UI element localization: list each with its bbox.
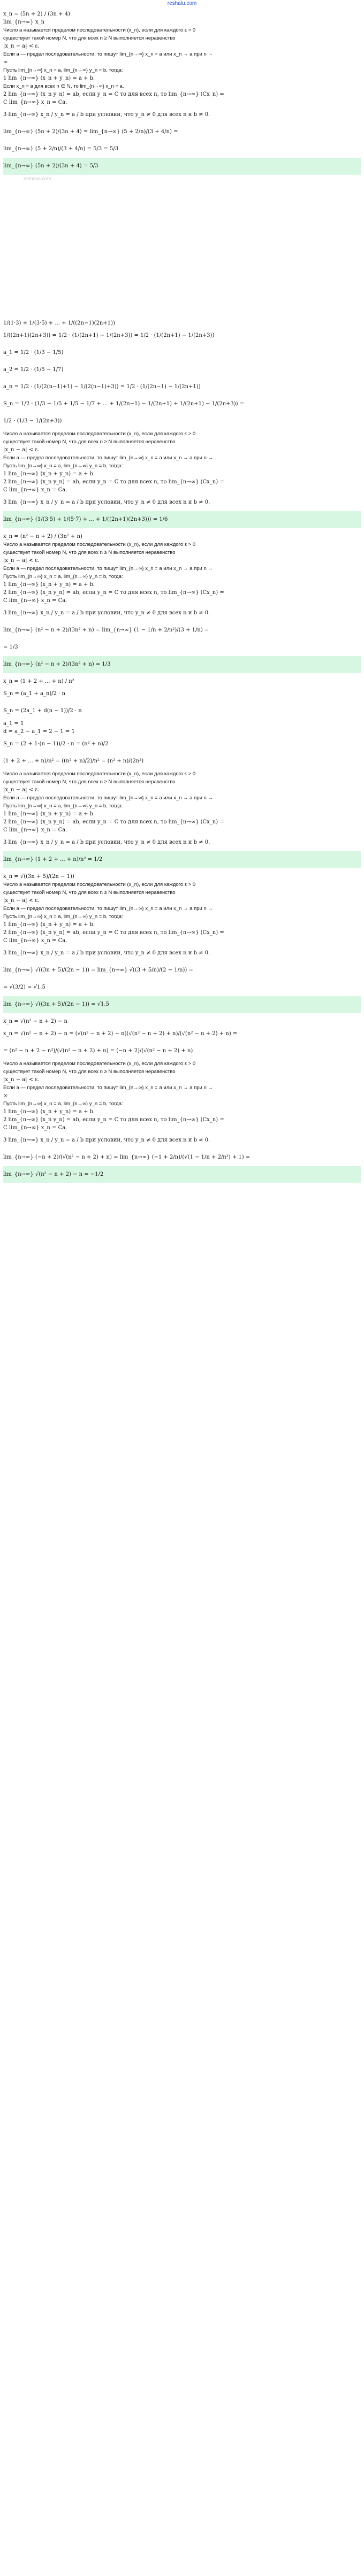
prop-2: 2 lim_{n→∞} (x_n y_n) = ab, если y_n = C то для всех n, то lim_{n→∞} (Cx_n) =: [3, 819, 224, 825]
problem-6: [3, 1015, 361, 1185]
prop-2: 2 lim_{n→∞} (x_n y_n) = ab, если y_n = C то для всех n, то lim_{n→∞} (Cx_n) =: [3, 1117, 224, 1123]
limit-definition-line-1: Число a называется пределом последовательности (x_n), если для каждого ε > 0: [3, 27, 196, 33]
answer-line: lim_{n→∞} (1/(3·5) + 1/(5·7) + ... + 1/((2n+1)(2n+3))) = 1/6: [3, 511, 361, 528]
work-line: a_2 = 1/2 · (1/5 − 1/7): [3, 367, 64, 373]
limit-definition-line-3: |x_n − a| < ε.: [3, 447, 40, 453]
problem-given: x_n = (5n + 2) / (3n + 4): [3, 11, 70, 17]
prop-2: 2 lim_{n→∞} (x_n y_n) = ab, если y_n = C то для всех n, то lim_{n→∞} (Cx_n) =: [3, 91, 224, 97]
limit-definition-line-3: |x_n − a| < ε.: [3, 1077, 40, 1083]
limit-definition-line-1: Число a называется пределом последовательности (x_n), если для каждого ε > 0: [3, 542, 196, 547]
limit-notation-line: Если a — предел последовательности, то пишут lim_{n→∞} x_n = a или x_n → a при n →: [3, 906, 213, 912]
solutions-document: [0, 8, 364, 1185]
limit-definition-line-3: |x_n − a| < ε.: [3, 898, 40, 904]
props-intro: Пусть lim_{n→∞} x_n = a, lim_{n→∞} y_n = b, тогда:: [3, 803, 123, 809]
work-line: a_n = 1/2 · (1/(2(n−1)+1) − 1/(2(n−1)+3)) = 1/2 · (1/(2n−1) − 1/(2n+1)): [3, 384, 201, 390]
prop-1: 1 lim_{n→∞} (x_n + y_n) = a + b.: [3, 922, 95, 928]
limit-notation-line: Если a — предел последовательности, то пишут lim_{n→∞} x_n = a или x_n → a при n →: [3, 566, 213, 572]
prop-2: 2 lim_{n→∞} (x_n y_n) = ab, если y_n = C то для всех n, то lim_{n→∞} (Cx_n) =: [3, 479, 224, 485]
limit-definition-line-1: Число a называется пределом последовательности (x_n), если для каждого ε > 0: [3, 771, 196, 777]
work-line: S_n = (2a_1 + d(n − 1))/2 · n: [3, 708, 82, 714]
problem-find: lim_{n→∞} x_n: [3, 19, 45, 25]
const-note: Если x_n = a для всех n ∈ ℕ, то lim_{n→∞} x_n = a.: [3, 83, 124, 89]
problem-4: [3, 675, 361, 870]
work-line: a_1 = 1: [3, 721, 24, 727]
work-line: 1/2 · (1/3 − 1/(2n+3)): [3, 418, 62, 424]
problem-5: [3, 870, 361, 1015]
limit-definition-line-2: существует такой номер N, что для всех n ≥ N выполняется неравенство: [3, 890, 176, 896]
prop-3: 3 lim_{n→∞} x_n / y_n = a / b при условии, что y_n ≠ 0 для всех n и b ≠ 0.: [3, 499, 210, 505]
work-line: = 1/3: [3, 644, 18, 650]
problem-1: [3, 8, 361, 317]
work-line: S_n = (a_1 + a_n)/2 · n: [3, 691, 66, 697]
prop-1: 1 lim_{n→∞} (x_n + y_n) = a + b.: [3, 811, 95, 817]
prop-1: 1 lim_{n→∞} (x_n + y_n) = a + b.: [3, 1109, 95, 1115]
work-line: = (n² − n + 2 − n²)/(√(n² − n + 2) + n) = (−n + 2)/(√(n² − n + 2) + n): [3, 1048, 193, 1054]
limit-definition-line-1: Число a называется пределом последовательности (x_n), если для каждого ε > 0: [3, 882, 196, 888]
limit-notation-line: Если a — предел последовательности, то пишут lim_{n→∞} x_n = a или x_n → a при n →: [3, 455, 213, 461]
answer-line: lim_{n→∞} (1 + 2 + ... + n)/n² = 1/2: [3, 851, 361, 868]
limit-definition-line-3: |x_n − a| < ε.: [3, 787, 40, 793]
prop-2b: C lim_{n→∞} x_n = Ca.: [3, 1125, 67, 1131]
limit-definition-line-2: существует такой номер N, что для всех n ≥ N выполняется неравенство: [3, 439, 176, 445]
site-name[interactable]: reshalu.com: [167, 1, 197, 6]
work-line: a_1 = 1/2 · (1/3 − 1/5): [3, 350, 64, 356]
problem-given: 1/(1·3) + 1/(3·5) + ... + 1/((2n−1)(2n+1)): [3, 320, 115, 326]
watermark: reshaka.com: [24, 176, 51, 181]
prop-1: 1 lim_{n→∞} (x_n + y_n) = a + b.: [3, 75, 95, 81]
prop-3: 3 lim_{n→∞} x_n / y_n = a / b при условии, что y_n ≠ 0 для всех n и b ≠ 0.: [3, 1137, 210, 1143]
limit-notation-line: Если a — предел последовательности, то пишут lim_{n→∞} x_n = a или x_n → a при n →: [3, 51, 213, 57]
site-header[interactable]: [0, 0, 364, 8]
limit-definition-line-2: существует такой номер N, что для всех n ≥ N выполняется неравенство: [3, 1069, 176, 1075]
prop-3: 3 lim_{n→∞} x_n / y_n = a / b при условии, что y_n ≠ 0 для всех n и b ≠ 0.: [3, 112, 210, 118]
limit-definition-line-1: Число a называется пределом последовательности (x_n), если для каждого ε > 0: [3, 431, 196, 437]
prop-2b: C lim_{n→∞} x_n = Ca.: [3, 598, 67, 604]
limit-notation-line: Если a — предел последовательности, то пишут lim_{n→∞} x_n = a или x_n → a при n →: [3, 795, 213, 801]
prop-2b: C lim_{n→∞} x_n = Ca.: [3, 827, 67, 833]
work-line: lim_{n→∞} √((3n + 5)/(2n − 1)) = lim_{n→∞} √((3 + 5/n)/(2 − 1/n)) =: [3, 967, 193, 973]
answer-line: lim_{n→∞} √(n² − n + 2) − n = −1/2: [3, 1166, 361, 1183]
work-line: lim_{n→∞} (5n + 2)/(3n + 4) = lim_{n→∞} (5 + 2/n)/(3 + 4/n) =: [3, 129, 178, 135]
prop-1: 1 lim_{n→∞} (x_n + y_n) = a + b.: [3, 471, 95, 477]
work-line: lim_{n→∞} (5 + 2/n)/(3 + 4/n) = 5/3 = 5/3: [3, 146, 119, 152]
prop-2b: C lim_{n→∞} x_n = Ca.: [3, 99, 67, 105]
problem-2: [3, 317, 361, 530]
problem-given: x_n = √(n² − n + 2) − n: [3, 1019, 67, 1024]
limit-definition-line-2: существует такой номер N, что для всех n ≥ N выполняется неравенство: [3, 550, 176, 556]
work-line: S_n = 1/2 · (1/3 − 1/5 + 1/5 − 1/7 + ... + 1/(2n−1) − 1/(2n+1) + 1/(2n+1) − 1/(2n+3)) =: [3, 401, 245, 407]
prop-2: 2 lim_{n→∞} (x_n y_n) = ab, если y_n = C то для всех n, то lim_{n→∞} (Cx_n) =: [3, 930, 224, 936]
limit-definition-line-2: существует такой номер N, что для всех n ≥ N выполняется неравенство: [3, 35, 176, 41]
work-line: d = a_2 − a_1 = 2 − 1 = 1: [3, 729, 75, 735]
work-line: (1 + 2 + ... + n)/n² = ((n² + n)/2)/n² = (n² + n)/(2n²): [3, 758, 144, 764]
prop-2b: C lim_{n→∞} x_n = Ca.: [3, 487, 67, 493]
limit-notation-line-2: ∞: [3, 1093, 8, 1099]
answer-line: lim_{n→∞} (n² − n + 2)/(3n² + n) = 1/3: [3, 656, 361, 673]
work-line: = √(3/2) = √1.5: [3, 984, 46, 990]
limit-notation-line-2: ∞: [3, 59, 8, 65]
problem-given: x_n = (1 + 2 + ... + n) / n²: [3, 678, 74, 684]
limit-definition-line-3: |x_n − a| < ε.: [3, 558, 40, 564]
props-intro: Пусть lim_{n→∞} x_n = a, lim_{n→∞} y_n = b, тогда:: [3, 463, 123, 469]
work-line: lim_{n→∞} (n² − n + 2)/(3n² + n) = lim_{n→∞} (1 − 1/n + 2/n²)/(3 + 1/n) =: [3, 627, 209, 633]
work-line: lim_{n→∞} (−n + 2)/(√(n² − n + 2) + n) = lim_{n→∞} (−1 + 2/n)/(√(1 − 1/n + 2/n²) + 1) =: [3, 1154, 251, 1160]
answer-line: lim_{n→∞} √((3n + 5)/(2n − 1)) = √1.5: [3, 996, 361, 1013]
prop-2: 2 lim_{n→∞} (x_n y_n) = ab, если y_n = C то для всех n, то lim_{n→∞} (Cx_n) =: [3, 590, 224, 596]
prop-1: 1 lim_{n→∞} (x_n + y_n) = a + b.: [3, 582, 95, 588]
problem-given: x_n = √((3n + 5)/(2n − 1)): [3, 874, 74, 880]
props-intro: Пусть lim_{n→∞} x_n = a, lim_{n→∞} y_n = b, тогда:: [3, 914, 123, 920]
props-intro: Пусть lim_{n→∞} x_n = a, lim_{n→∞} y_n = b, тогда:: [3, 1101, 123, 1107]
prop-3: 3 lim_{n→∞} x_n / y_n = a / b при условии, что y_n ≠ 0 для всех n и b ≠ 0.: [3, 950, 210, 956]
prop-3: 3 lim_{n→∞} x_n / y_n = a / b при условии, что y_n ≠ 0 для всех n и b ≠ 0.: [3, 839, 210, 845]
problem-3: [3, 530, 361, 675]
prop-2b: C lim_{n→∞} x_n = Ca.: [3, 938, 67, 944]
watermark-spacer: [3, 175, 361, 315]
work-line: 1/((2n+1)(2n+3)) = 1/2 · (1/(2n+1) − 1/(2n+3)) = 1/2 · (1/(2n+1) − 1/(2n+3)): [3, 333, 215, 338]
limit-notation-line: Если a — предел последовательности, то пишут lim_{n→∞} x_n = a или x_n → a при n →: [3, 1085, 213, 1091]
props-intro: Пусть lim_{n→∞} x_n = a, lim_{n→∞} y_n = b, тогда:: [3, 67, 123, 73]
limit-definition-line-2: существует такой номер N, что для всех n ≥ N выполняется неравенство: [3, 779, 176, 785]
problem-given: x_n = (n² − n + 2) / (3n² + n): [3, 534, 82, 539]
limit-definition-line-3: |x_n − a| < ε.: [3, 43, 40, 49]
work-line: x_n = √(n² − n + 2) − n = (√(n² − n + 2) − n)(√(n² − n + 2) + n)/(√(n² − n + 2) + n) =: [3, 1031, 238, 1037]
limit-definition-line-1: Число a называется пределом последовательности (x_n), если для каждого ε > 0: [3, 1061, 196, 1067]
answer-line: lim_{n→∞} (5n + 2)/(3n + 4) = 5/3: [3, 158, 361, 175]
work-line: S_n = (2 + 1·(n − 1))/2 · n = (n² + n)/2: [3, 741, 109, 747]
prop-3: 3 lim_{n→∞} x_n / y_n = a / b при условии, что y_n ≠ 0 для всех n и b ≠ 0.: [3, 610, 210, 616]
props-intro: Пусть lim_{n→∞} x_n = a, lim_{n→∞} y_n = b, тогда:: [3, 574, 123, 580]
